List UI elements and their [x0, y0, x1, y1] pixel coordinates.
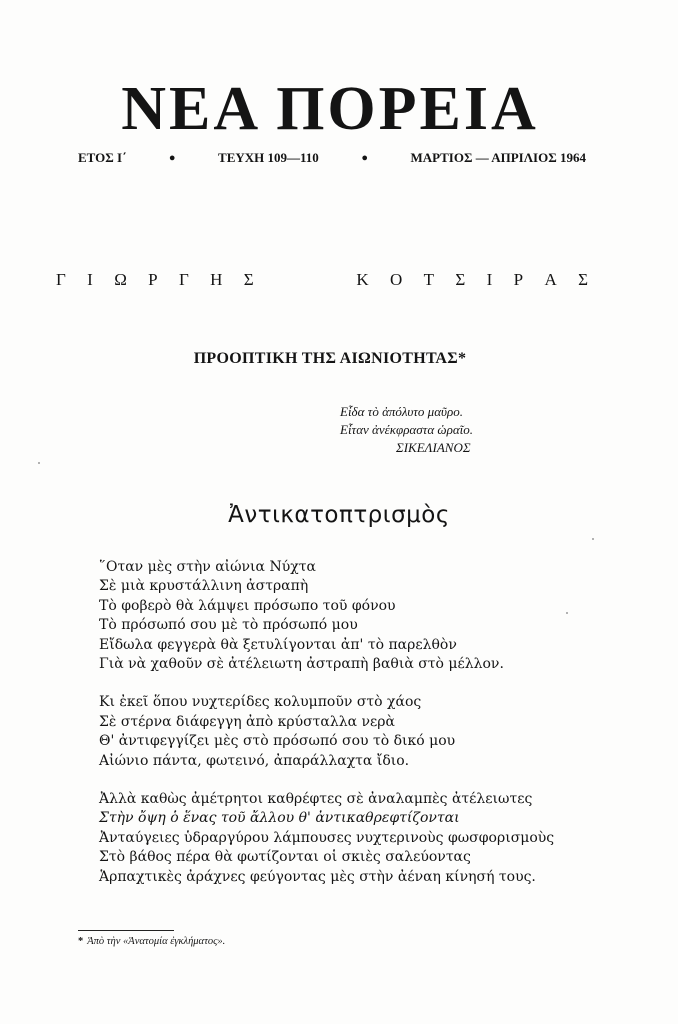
bullet-separator-2: ●	[361, 152, 368, 164]
author-letter: Σ	[243, 270, 254, 289]
epigraph-attribution: ΣΙΚΕΛΙΑΝΟΣ	[396, 440, 471, 455]
poem-title: Ἀντικατοπτρισμὸς	[228, 502, 450, 528]
epigraph-line: Εἶταν ἀνέκφραστα ὡραῖο.	[340, 422, 474, 437]
author-word-gap	[275, 270, 335, 290]
poem-line: Τὸ φοβερὸ θὰ λάμψει πρόσωπο τοῦ φόνου	[99, 597, 396, 614]
paper-speck	[592, 538, 594, 540]
author-letter: Η	[210, 270, 223, 289]
issue-info-line	[78, 150, 586, 166]
poem-line: Στὸ βάθος πέρα θὰ φωτίζονται οἱ σκιὲς σαλεύοντας	[99, 849, 471, 866]
journal-masthead: ΝΕΑ ΠΟΡΕΙΑ	[121, 75, 539, 143]
poem-line: Σὲ μιὰ κρυστάλλινη ἀστραπὴ	[99, 578, 309, 595]
paper-speck	[566, 612, 568, 614]
poem-line: Σὲ στέρνα διάφεγγη ἀπὸ κρύσταλλα νερὰ	[99, 713, 395, 730]
stanza	[99, 558, 599, 674]
author-letter: Γ	[178, 270, 189, 289]
issue-date: ΜΑΡΤΙΟΣ — ΑΠΡΙΛΙΟΣ 1964	[410, 150, 586, 165]
issue-year: ΕΤΟΣ Ι΄	[78, 150, 127, 165]
author-letter: Α	[544, 270, 557, 289]
author-letter: Σ	[578, 270, 588, 289]
author-name	[56, 270, 588, 290]
author-letter: Γ	[56, 270, 66, 289]
issue-numbers: ΤΕΥΧΗ 109—110	[218, 150, 319, 165]
author-letter: Ρ	[513, 270, 524, 289]
footnote-rule	[78, 930, 174, 931]
stanza	[99, 790, 599, 887]
author-letter: Σ	[455, 270, 466, 289]
bullet-separator-1: ●	[168, 152, 176, 164]
poem-line: Κι ἐκεῖ ὅπου νυχτερίδες κολυμποῦν στὸ χάος	[99, 694, 422, 711]
author-letter: Ι	[87, 270, 93, 289]
article-title: ΠΡΟΟΠΤΙΚΗ ΤΗΣ ΑΙΩΝΙΟΤΗΤΑΣ*	[193, 350, 467, 367]
poem-line: Γιὰ νὰ χαθοῦν σὲ ἀτέλειωτη ἀστραπὴ βαθιὰ στὸ μέλλον.	[99, 656, 504, 673]
poem-line: Εἴδωλα φεγγερὰ θὰ ξετυλίγονται ἀπ' τὸ παρελθὸν	[99, 636, 457, 653]
poem-line: Ἀλλὰ καθὼς ἀμέτρητοι καθρέφτες σὲ ἀναλαμπὲς ἀτέλειωτες	[99, 791, 533, 808]
poem-line: Ἀνταύγειες ὑδραργύρου λάμπουσες νυχτερινοὺς φωσφορισμοὺς	[99, 829, 555, 846]
author-letter: Κ	[356, 270, 369, 289]
poem-line: Αἰώνιο πάντα, φωτεινό, ἀπαράλλαχτα ἴδιο.	[99, 752, 410, 769]
author-letter: Τ	[423, 270, 435, 289]
poem-line: Τὸ πρόσωπό σου μὲ τὸ πρόσωπό μου	[99, 617, 358, 634]
author-letter: Ρ	[148, 270, 158, 289]
epigraph-line: Εἶδα τὸ ἀπόλυτο μαῦρο.	[340, 404, 463, 419]
stanza	[99, 693, 599, 771]
epigraph	[340, 403, 560, 457]
footnote-marker: *	[78, 936, 84, 947]
paper-speck	[38, 462, 40, 464]
poem-body	[99, 558, 599, 906]
author-letter: Ο	[390, 270, 403, 289]
author-letter: Ω	[114, 270, 127, 289]
poem-line: Θ' ἀντιφεγγίζει μὲς στὸ πρόσωπό σου τὸ δικό μου	[99, 733, 456, 750]
author-letter: Ι	[486, 270, 493, 289]
poem-line: ῞Οταν μὲς στὴν αἰώνια Νύχτα	[99, 559, 316, 575]
footnote-text: Ἀπὸ τὴν «Ἀνατομία ἐγκλήματος».	[87, 936, 226, 947]
poem-line: Στὴν ὄψη ὁ ἕνας τοῦ ἄλλου θ' ἀντικαθρεφτίζονται	[99, 810, 460, 827]
poem-line: Ἁρπαχτικὲς ἀράχνες φεύγοντας μὲς στὴν ἀέναη κίνησή τους.	[99, 868, 536, 885]
footnote	[78, 936, 225, 947]
